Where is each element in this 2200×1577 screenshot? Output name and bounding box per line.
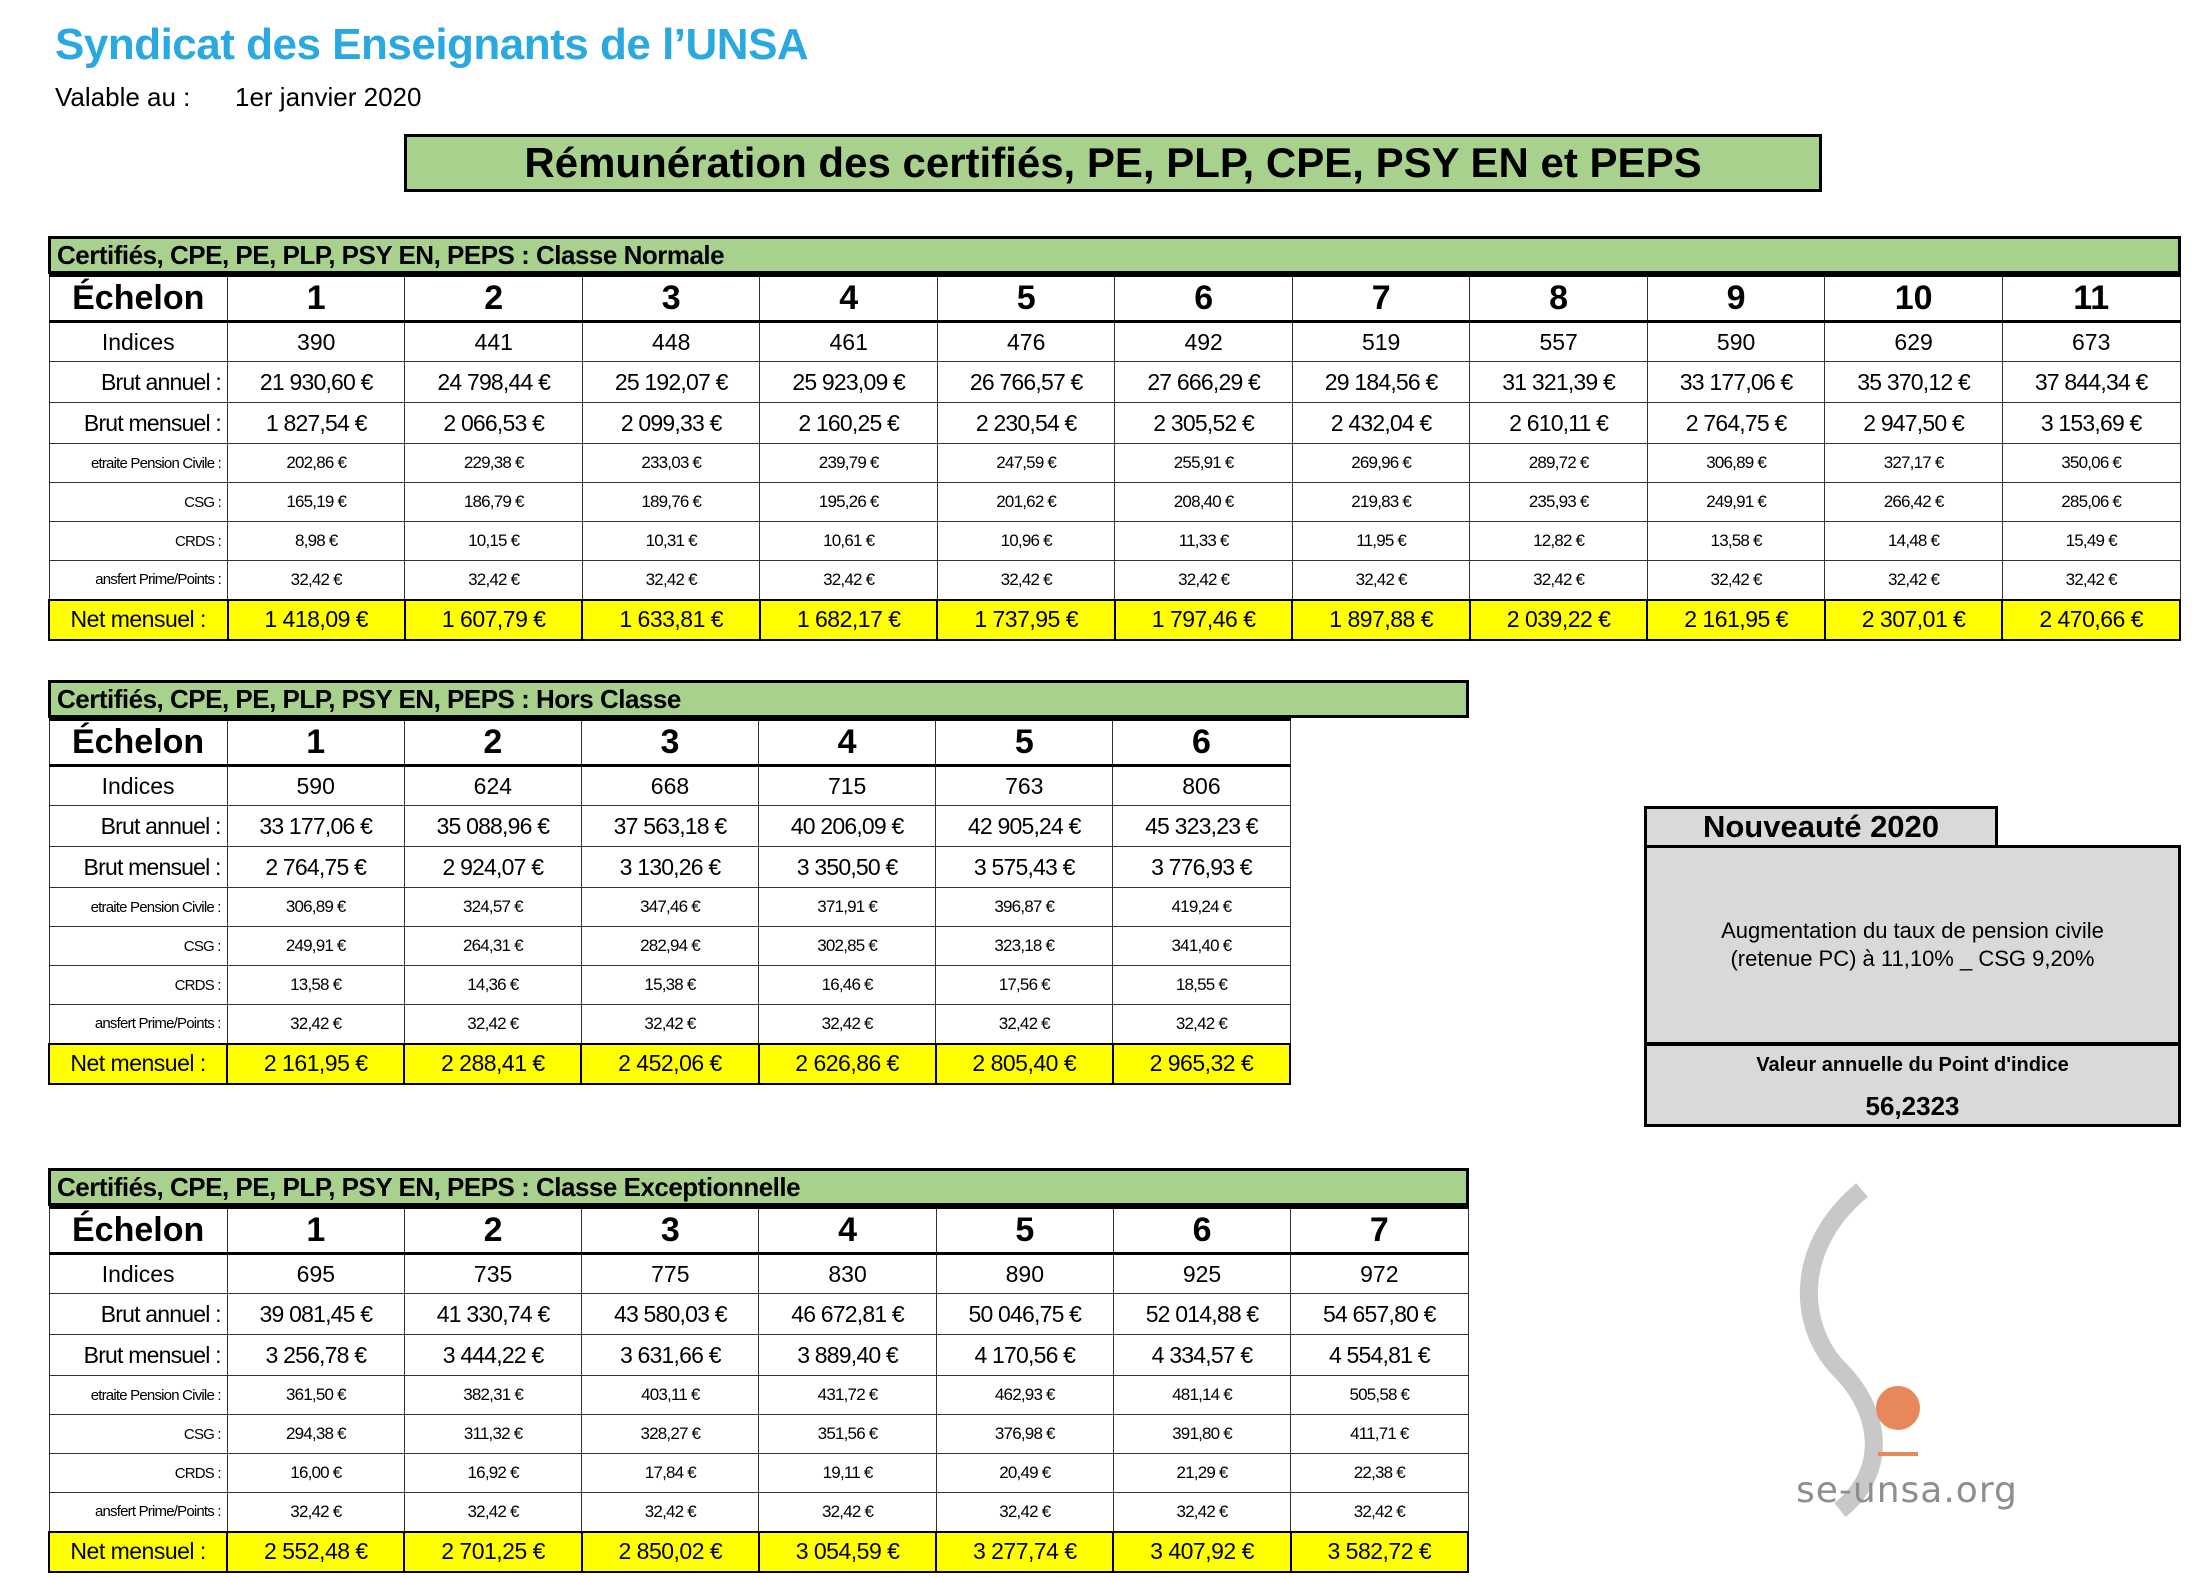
cell-csg-6: 391,80 € <box>1113 1415 1290 1454</box>
table-row-indices <box>49 1254 1468 1294</box>
cell-brut-mensuel-5: 2 230,54 € <box>937 403 1114 444</box>
cell-echelon-3: 3 <box>582 1208 759 1254</box>
table-row-crds <box>49 522 2180 561</box>
cell-indices-8: 557 <box>1470 322 1647 362</box>
cell-brut-mensuel-6: 2 305,52 € <box>1115 403 1292 444</box>
cell-net-4: 3 054,59 € <box>759 1532 936 1572</box>
cell-crds-1: 13,58 € <box>227 966 404 1005</box>
cell-crds-4: 10,61 € <box>760 522 937 561</box>
cell-indices-6: 806 <box>1113 766 1290 806</box>
cell-brut-annuel-1: 39 081,45 € <box>227 1294 404 1335</box>
row-label-echelon: Échelon <box>49 1208 227 1254</box>
point-indice-box <box>1644 1043 2181 1127</box>
organization-name: Syndicat des Enseignants de l’UNSA <box>55 20 809 69</box>
cell-crds-3: 15,38 € <box>581 966 758 1005</box>
cell-net-1: 2 161,95 € <box>227 1044 404 1084</box>
row-label-pension: etraite Pension Civile : <box>49 888 227 927</box>
cell-indices-4: 830 <box>759 1254 936 1294</box>
cell-echelon-2: 2 <box>404 720 581 766</box>
point-indice-label: Valeur annuelle du Point d'indice <box>1756 1054 2069 1076</box>
cell-echelon-1: 1 <box>227 1208 404 1254</box>
cell-indices-1: 390 <box>228 322 405 362</box>
cell-net-1: 1 418,09 € <box>228 600 405 640</box>
cell-net-3: 2 850,02 € <box>582 1532 759 1572</box>
cell-transfert-2: 32,42 € <box>404 1005 581 1044</box>
cell-pension-2: 382,31 € <box>404 1376 581 1415</box>
row-label-net: Net mensuel : <box>49 1532 227 1572</box>
cell-transfert-6: 32,42 € <box>1113 1005 1290 1044</box>
row-label-net: Net mensuel : <box>49 600 228 640</box>
cell-net-11: 2 470,66 € <box>2002 600 2180 640</box>
cell-echelon-4: 4 <box>760 276 937 322</box>
section-title-hors-classe: Certifiés, CPE, PE, PLP, PSY EN, PEPS : Hors Classe <box>48 680 1469 718</box>
cell-crds-1: 8,98 € <box>228 522 405 561</box>
cell-indices-5: 890 <box>936 1254 1113 1294</box>
cell-indices-4: 715 <box>759 766 936 806</box>
cell-pension-7: 505,58 € <box>1291 1376 1468 1415</box>
row-label-indices: Indices <box>49 322 228 362</box>
cell-pension-5: 396,87 € <box>936 888 1113 927</box>
row-label-csg: CSG : <box>49 927 227 966</box>
cell-transfert-6: 32,42 € <box>1113 1493 1290 1532</box>
row-label-brut-mensuel: Brut mensuel : <box>49 1335 227 1376</box>
cell-echelon-7: 7 <box>1292 276 1469 322</box>
cell-crds-2: 10,15 € <box>405 522 582 561</box>
row-label-pension: etraite Pension Civile : <box>49 1376 227 1415</box>
cell-crds-6: 18,55 € <box>1113 966 1290 1005</box>
cell-brut-mensuel-1: 1 827,54 € <box>228 403 405 444</box>
cell-transfert-4: 32,42 € <box>759 1005 936 1044</box>
cell-crds-4: 19,11 € <box>759 1454 936 1493</box>
table-row-brut-annuel <box>49 1294 1468 1335</box>
cell-brut-mensuel-5: 4 170,56 € <box>936 1335 1113 1376</box>
row-label-crds: CRDS : <box>49 522 228 561</box>
cell-pension-1: 361,50 € <box>227 1376 404 1415</box>
cell-csg-5: 201,62 € <box>937 483 1114 522</box>
cell-csg-11: 285,06 € <box>2002 483 2180 522</box>
cell-transfert-4: 32,42 € <box>759 1493 936 1532</box>
cell-transfert-3: 32,42 € <box>582 561 759 600</box>
table-hors-classe <box>48 718 1291 1085</box>
cell-brut-annuel-3: 43 580,03 € <box>582 1294 759 1335</box>
table-row-csg <box>49 927 1290 966</box>
cell-indices-5: 763 <box>936 766 1113 806</box>
cell-brut-mensuel-1: 3 256,78 € <box>227 1335 404 1376</box>
row-label-brut-annuel: Brut annuel : <box>49 806 227 847</box>
cell-brut-mensuel-10: 2 947,50 € <box>1825 403 2002 444</box>
cell-net-5: 2 805,40 € <box>936 1044 1113 1084</box>
row-label-brut-mensuel: Brut mensuel : <box>49 847 227 888</box>
cell-csg-3: 189,76 € <box>582 483 759 522</box>
cell-crds-10: 14,48 € <box>1825 522 2002 561</box>
cell-brut-annuel-6: 45 323,23 € <box>1113 806 1290 847</box>
cell-csg-7: 219,83 € <box>1292 483 1469 522</box>
cell-csg-5: 323,18 € <box>936 927 1113 966</box>
cell-brut-mensuel-2: 2 924,07 € <box>404 847 581 888</box>
table-row-pension <box>49 444 2180 483</box>
cell-brut-mensuel-3: 3 130,26 € <box>581 847 758 888</box>
cell-echelon-7: 7 <box>1291 1208 1468 1254</box>
row-label-pension: etraite Pension Civile : <box>49 444 228 483</box>
table-row-echelon <box>49 1208 1468 1254</box>
cell-csg-1: 165,19 € <box>228 483 405 522</box>
cell-crds-5: 20,49 € <box>936 1454 1113 1493</box>
table-row-net <box>49 1044 1290 1084</box>
cell-crds-1: 16,00 € <box>227 1454 404 1493</box>
cell-brut-annuel-4: 25 923,09 € <box>760 362 937 403</box>
validity-date: 1er janvier 2020 <box>235 82 422 112</box>
cell-brut-annuel-2: 24 798,44 € <box>405 362 582 403</box>
cell-crds-2: 16,92 € <box>404 1454 581 1493</box>
row-label-crds: CRDS : <box>49 1454 227 1493</box>
table-row-indices <box>49 766 1290 806</box>
se-unsa-logo-icon <box>1790 1180 2030 1520</box>
cell-transfert-10: 32,42 € <box>1825 561 2002 600</box>
table-classe-exceptionnelle <box>48 1206 1469 1573</box>
cell-pension-6: 255,91 € <box>1115 444 1292 483</box>
row-label-indices: Indices <box>49 766 227 806</box>
table-row-brut-mensuel <box>49 847 1290 888</box>
row-label-brut-mensuel: Brut mensuel : <box>49 403 228 444</box>
row-label-transfert: ansfert Prime/Points : <box>49 1005 227 1044</box>
nouveaute-line-1: Augmentation du taux de pension civile <box>1721 918 2104 943</box>
cell-crds-11: 15,49 € <box>2002 522 2180 561</box>
cell-indices-2: 624 <box>404 766 581 806</box>
nouveaute-line-2: (retenue PC) à 11,10% _ CSG 9,20% <box>1730 946 2095 971</box>
cell-csg-1: 249,91 € <box>227 927 404 966</box>
cell-brut-annuel-2: 41 330,74 € <box>404 1294 581 1335</box>
cell-echelon-4: 4 <box>759 1208 936 1254</box>
cell-transfert-1: 32,42 € <box>227 1493 404 1532</box>
cell-brut-annuel-4: 46 672,81 € <box>759 1294 936 1335</box>
cell-brut-mensuel-3: 3 631,66 € <box>582 1335 759 1376</box>
cell-crds-3: 17,84 € <box>582 1454 759 1493</box>
cell-crds-4: 16,46 € <box>759 966 936 1005</box>
cell-pension-3: 233,03 € <box>582 444 759 483</box>
row-label-transfert: ansfert Prime/Points : <box>49 1493 227 1532</box>
cell-transfert-1: 32,42 € <box>227 1005 404 1044</box>
table-row-crds <box>49 966 1290 1005</box>
table-row-transfert <box>49 1005 1290 1044</box>
validity-label: Valable au : <box>55 82 191 112</box>
cell-indices-1: 695 <box>227 1254 404 1294</box>
cell-net-9: 2 161,95 € <box>1647 600 1824 640</box>
cell-transfert-6: 32,42 € <box>1115 561 1292 600</box>
cell-net-2: 2 701,25 € <box>404 1532 581 1572</box>
table-classe-normale <box>48 274 2181 641</box>
cell-net-3: 2 452,06 € <box>581 1044 758 1084</box>
table-row-brut-mensuel <box>49 1335 1468 1376</box>
cell-crds-2: 14,36 € <box>404 966 581 1005</box>
cell-crds-5: 10,96 € <box>937 522 1114 561</box>
cell-echelon-3: 3 <box>582 276 759 322</box>
cell-indices-6: 492 <box>1115 322 1292 362</box>
cell-echelon-10: 10 <box>1825 276 2002 322</box>
cell-brut-mensuel-7: 4 554,81 € <box>1291 1335 1468 1376</box>
cell-csg-8: 235,93 € <box>1470 483 1647 522</box>
cell-indices-3: 668 <box>581 766 758 806</box>
row-label-csg: CSG : <box>49 483 228 522</box>
cell-pension-4: 239,79 € <box>760 444 937 483</box>
cell-net-8: 2 039,22 € <box>1470 600 1647 640</box>
cell-csg-6: 208,40 € <box>1115 483 1292 522</box>
cell-net-7: 3 582,72 € <box>1291 1532 1468 1572</box>
cell-brut-mensuel-2: 2 066,53 € <box>405 403 582 444</box>
cell-pension-6: 419,24 € <box>1113 888 1290 927</box>
cell-brut-mensuel-11: 3 153,69 € <box>2002 403 2180 444</box>
cell-echelon-5: 5 <box>936 720 1113 766</box>
nouveaute-title: Nouveauté 2020 <box>1644 806 1998 848</box>
point-indice-value: 56,2323 <box>1865 1091 1960 1121</box>
cell-indices-5: 476 <box>937 322 1114 362</box>
cell-crds-3: 10,31 € <box>582 522 759 561</box>
cell-echelon-11: 11 <box>2002 276 2180 322</box>
cell-net-10: 2 307,01 € <box>1825 600 2002 640</box>
table-row-crds <box>49 1454 1468 1493</box>
cell-brut-mensuel-3: 2 099,33 € <box>582 403 759 444</box>
cell-transfert-7: 32,42 € <box>1292 561 1469 600</box>
cell-transfert-8: 32,42 € <box>1470 561 1647 600</box>
cell-indices-7: 519 <box>1292 322 1469 362</box>
cell-csg-9: 249,91 € <box>1647 483 1824 522</box>
cell-indices-2: 735 <box>404 1254 581 1294</box>
cell-echelon-8: 8 <box>1470 276 1647 322</box>
cell-echelon-3: 3 <box>581 720 758 766</box>
row-label-net: Net mensuel : <box>49 1044 227 1084</box>
cell-brut-mensuel-4: 3 350,50 € <box>759 847 936 888</box>
cell-echelon-1: 1 <box>227 720 404 766</box>
cell-pension-9: 306,89 € <box>1647 444 1824 483</box>
cell-csg-7: 411,71 € <box>1291 1415 1468 1454</box>
cell-brut-mensuel-9: 2 764,75 € <box>1647 403 1824 444</box>
cell-transfert-2: 32,42 € <box>404 1493 581 1532</box>
cell-csg-2: 264,31 € <box>404 927 581 966</box>
cell-pension-5: 247,59 € <box>937 444 1114 483</box>
table-row-pension <box>49 1376 1468 1415</box>
cell-transfert-7: 32,42 € <box>1291 1493 1468 1532</box>
cell-crds-5: 17,56 € <box>936 966 1113 1005</box>
cell-transfert-9: 32,42 € <box>1647 561 1824 600</box>
cell-crds-9: 13,58 € <box>1647 522 1824 561</box>
cell-pension-7: 269,96 € <box>1292 444 1469 483</box>
cell-indices-3: 775 <box>582 1254 759 1294</box>
cell-brut-annuel-2: 35 088,96 € <box>404 806 581 847</box>
cell-brut-mensuel-6: 3 776,93 € <box>1113 847 1290 888</box>
nouveaute-panel <box>1644 845 2181 1045</box>
cell-indices-7: 972 <box>1291 1254 1468 1294</box>
cell-crds-7: 11,95 € <box>1292 522 1469 561</box>
cell-echelon-4: 4 <box>759 720 936 766</box>
table-row-indices <box>49 322 2180 362</box>
cell-crds-6: 11,33 € <box>1115 522 1292 561</box>
cell-brut-annuel-5: 26 766,57 € <box>937 362 1114 403</box>
cell-transfert-3: 32,42 € <box>582 1493 759 1532</box>
section-title-exceptionnelle: Certifiés, CPE, PE, PLP, PSY EN, PEPS : Classe Exceptionnelle <box>48 1168 1469 1206</box>
cell-net-3: 1 633,81 € <box>582 600 759 640</box>
cell-indices-4: 461 <box>760 322 937 362</box>
logo-website-text: se-unsa.org <box>1796 1470 2018 1511</box>
cell-brut-annuel-6: 27 666,29 € <box>1115 362 1292 403</box>
page-title: Rémunération des certifiés, PE, PLP, CPE, PSY EN et PEPS <box>404 134 1822 192</box>
cell-brut-mensuel-1: 2 764,75 € <box>227 847 404 888</box>
cell-transfert-5: 32,42 € <box>936 1493 1113 1532</box>
cell-csg-2: 186,79 € <box>405 483 582 522</box>
cell-brut-mensuel-2: 3 444,22 € <box>404 1335 581 1376</box>
cell-brut-annuel-5: 50 046,75 € <box>936 1294 1113 1335</box>
cell-brut-annuel-10: 35 370,12 € <box>1825 362 2002 403</box>
table-row-transfert <box>49 1493 1468 1532</box>
cell-csg-4: 302,85 € <box>759 927 936 966</box>
table-row-net <box>49 1532 1468 1572</box>
row-label-echelon: Échelon <box>49 720 227 766</box>
cell-brut-mensuel-7: 2 432,04 € <box>1292 403 1469 444</box>
table-row-net <box>49 600 2180 640</box>
cell-brut-annuel-4: 40 206,09 € <box>759 806 936 847</box>
cell-indices-11: 673 <box>2002 322 2180 362</box>
row-label-brut-annuel: Brut annuel : <box>49 362 228 403</box>
row-label-indices: Indices <box>49 1254 227 1294</box>
cell-net-2: 2 288,41 € <box>404 1044 581 1084</box>
cell-indices-9: 590 <box>1647 322 1824 362</box>
cell-pension-11: 350,06 € <box>2002 444 2180 483</box>
table-row-csg <box>49 483 2180 522</box>
row-label-csg: CSG : <box>49 1415 227 1454</box>
cell-brut-mensuel-4: 3 889,40 € <box>759 1335 936 1376</box>
cell-brut-annuel-6: 52 014,88 € <box>1113 1294 1290 1335</box>
cell-echelon-5: 5 <box>937 276 1114 322</box>
section-title-normale: Certifiés, CPE, PE, PLP, PSY EN, PEPS : Classe Normale <box>48 236 2181 274</box>
cell-echelon-1: 1 <box>228 276 405 322</box>
cell-echelon-6: 6 <box>1115 276 1292 322</box>
cell-transfert-1: 32,42 € <box>228 561 405 600</box>
cell-transfert-2: 32,42 € <box>405 561 582 600</box>
cell-csg-6: 341,40 € <box>1113 927 1290 966</box>
table-row-brut-annuel <box>49 362 2180 403</box>
cell-csg-4: 351,56 € <box>759 1415 936 1454</box>
row-label-crds: CRDS : <box>49 966 227 1005</box>
cell-pension-4: 431,72 € <box>759 1376 936 1415</box>
cell-csg-3: 282,94 € <box>581 927 758 966</box>
cell-crds-6: 21,29 € <box>1113 1454 1290 1493</box>
cell-transfert-11: 32,42 € <box>2002 561 2180 600</box>
cell-pension-3: 403,11 € <box>582 1376 759 1415</box>
cell-net-6: 3 407,92 € <box>1113 1532 1290 1572</box>
cell-crds-8: 12,82 € <box>1470 522 1647 561</box>
row-label-transfert: ansfert Prime/Points : <box>49 561 228 600</box>
cell-transfert-4: 32,42 € <box>760 561 937 600</box>
cell-net-6: 1 797,46 € <box>1115 600 1292 640</box>
cell-brut-annuel-3: 25 192,07 € <box>582 362 759 403</box>
cell-brut-mensuel-4: 2 160,25 € <box>760 403 937 444</box>
cell-pension-5: 462,93 € <box>936 1376 1113 1415</box>
cell-pension-10: 327,17 € <box>1825 444 2002 483</box>
cell-brut-annuel-8: 31 321,39 € <box>1470 362 1647 403</box>
table-row-brut-annuel <box>49 806 1290 847</box>
cell-crds-7: 22,38 € <box>1291 1454 1468 1493</box>
cell-net-5: 3 277,74 € <box>936 1532 1113 1572</box>
cell-echelon-2: 2 <box>404 1208 581 1254</box>
cell-indices-6: 925 <box>1113 1254 1290 1294</box>
cell-pension-4: 371,91 € <box>759 888 936 927</box>
cell-indices-3: 448 <box>582 322 759 362</box>
cell-echelon-5: 5 <box>936 1208 1113 1254</box>
table-row-echelon <box>49 720 1290 766</box>
cell-transfert-5: 32,42 € <box>936 1005 1113 1044</box>
cell-csg-2: 311,32 € <box>404 1415 581 1454</box>
cell-transfert-5: 32,42 € <box>937 561 1114 600</box>
cell-brut-mensuel-8: 2 610,11 € <box>1470 403 1647 444</box>
row-label-echelon: Échelon <box>49 276 228 322</box>
cell-net-7: 1 897,88 € <box>1292 600 1469 640</box>
table-row-echelon <box>49 276 2180 322</box>
cell-net-6: 2 965,32 € <box>1113 1044 1290 1084</box>
cell-csg-10: 266,42 € <box>1825 483 2002 522</box>
cell-net-4: 2 626,86 € <box>759 1044 936 1084</box>
validity-line <box>55 82 421 113</box>
cell-pension-3: 347,46 € <box>581 888 758 927</box>
cell-csg-3: 328,27 € <box>582 1415 759 1454</box>
cell-indices-10: 629 <box>1825 322 2002 362</box>
cell-echelon-6: 6 <box>1113 1208 1290 1254</box>
cell-net-1: 2 552,48 € <box>227 1532 404 1572</box>
cell-pension-8: 289,72 € <box>1470 444 1647 483</box>
cell-brut-mensuel-5: 3 575,43 € <box>936 847 1113 888</box>
cell-brut-annuel-3: 37 563,18 € <box>581 806 758 847</box>
cell-brut-annuel-7: 54 657,80 € <box>1291 1294 1468 1335</box>
table-row-pension <box>49 888 1290 927</box>
cell-csg-4: 195,26 € <box>760 483 937 522</box>
cell-echelon-9: 9 <box>1647 276 1824 322</box>
cell-csg-1: 294,38 € <box>227 1415 404 1454</box>
cell-pension-2: 324,57 € <box>404 888 581 927</box>
cell-brut-annuel-5: 42 905,24 € <box>936 806 1113 847</box>
cell-indices-1: 590 <box>227 766 404 806</box>
cell-csg-5: 376,98 € <box>936 1415 1113 1454</box>
cell-pension-1: 202,86 € <box>228 444 405 483</box>
cell-pension-6: 481,14 € <box>1113 1376 1290 1415</box>
cell-pension-1: 306,89 € <box>227 888 404 927</box>
table-row-brut-mensuel <box>49 403 2180 444</box>
table-row-transfert <box>49 561 2180 600</box>
cell-pension-2: 229,38 € <box>405 444 582 483</box>
cell-indices-2: 441 <box>405 322 582 362</box>
cell-echelon-2: 2 <box>405 276 582 322</box>
cell-echelon-6: 6 <box>1113 720 1290 766</box>
cell-brut-annuel-9: 33 177,06 € <box>1647 362 1824 403</box>
cell-brut-annuel-1: 33 177,06 € <box>227 806 404 847</box>
cell-net-2: 1 607,79 € <box>405 600 582 640</box>
table-row-csg <box>49 1415 1468 1454</box>
cell-transfert-3: 32,42 € <box>581 1005 758 1044</box>
cell-brut-mensuel-6: 4 334,57 € <box>1113 1335 1290 1376</box>
cell-brut-annuel-1: 21 930,60 € <box>228 362 405 403</box>
cell-brut-annuel-11: 37 844,34 € <box>2002 362 2180 403</box>
row-label-brut-annuel: Brut annuel : <box>49 1294 227 1335</box>
cell-net-4: 1 682,17 € <box>760 600 937 640</box>
cell-brut-annuel-7: 29 184,56 € <box>1292 362 1469 403</box>
cell-net-5: 1 737,95 € <box>937 600 1114 640</box>
